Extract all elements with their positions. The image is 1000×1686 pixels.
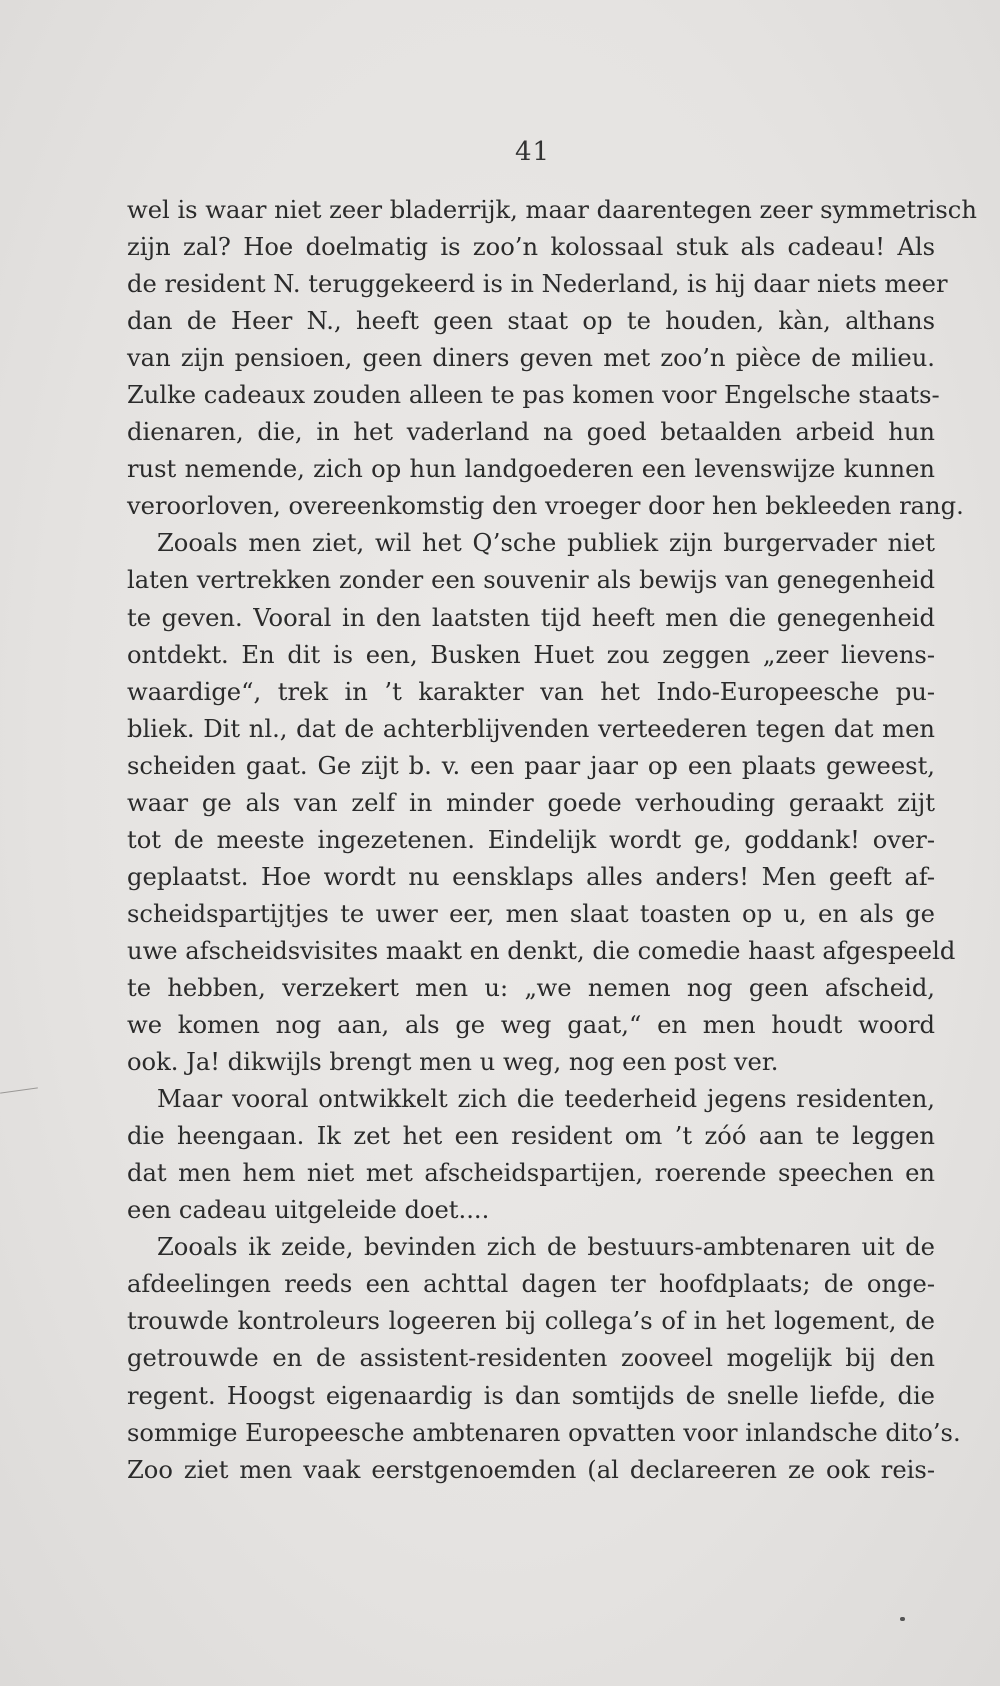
text-line: ontdekt. En dit is een, Busken Huet zou zeggen „zeer lievens- <box>127 640 935 669</box>
text-line: dat men hem niet met afscheidspartijen, roerende speechen en <box>127 1159 935 1188</box>
text-line: tot de meeste ingezetenen. Eindelijk wordt ge, goddank! over- <box>127 825 935 854</box>
text-line: trouwde kontroleurs logeeren bij collega’s of in het logement, de <box>127 1307 935 1336</box>
text-line: sommige Europeesche ambtenaren opvatten voor inlandsche dito’s. <box>127 1418 961 1447</box>
text-line: rust nemende, zich op hun landgoederen een levenswijze kunnen <box>127 455 935 484</box>
text-line: dan de Heer N., heeft geen staat op te houden, kàn, althans <box>127 307 935 336</box>
text-line: Maar vooral ontwikkelt zich die teederheid jegens residenten, <box>157 1085 935 1114</box>
text-line: de resident N. teruggekeerd is in Nederland, is hij daar niets meer <box>127 270 948 299</box>
text-line: waar ge als van zelf in minder goede verhouding geraakt zijt <box>127 788 935 817</box>
text-line: afdeelingen reeds een achttal dagen ter hoofdplaats; de onge- <box>127 1270 935 1299</box>
text-line: laten vertrekken zonder een souvenir als bewijs van genegenheid <box>127 566 935 595</box>
text-line: Zulke cadeaux zouden alleen te pas komen voor Engelsche staats- <box>127 381 940 410</box>
text-line: wel is waar niet zeer bladerrijk, maar daarentegen zeer symmetrisch <box>127 196 977 224</box>
text-line: die heengaan. Ik zet het een resident om ’t zóó aan te leggen <box>127 1122 935 1151</box>
text-line: waardige“, trek in ’t karakter van het Indo-Europeesche pu- <box>127 677 935 706</box>
text-line: zijn zal? Hoe doelmatig is zoo’n kolossaal stuk als cadeau! Als <box>127 233 935 262</box>
text-line: we komen nog aan, als ge weg gaat,“ en men houdt woord <box>127 1011 935 1040</box>
text-line: te geven. Vooral in den laatsten tijd heeft men die genegenheid <box>127 603 935 632</box>
text-line: veroorloven, overeenkomstig den vroeger door hen bekleeden rang. <box>127 492 964 521</box>
text-line: Zooals men ziet, wil het Q’sche publiek zijn burgervader niet <box>157 529 935 558</box>
text-line: Zoo ziet men vaak eerstgenoemden (al declareeren ze ook reis- <box>127 1455 935 1484</box>
text-line: Zooals ik zeide, bevinden zich de bestuurs-ambtenaren uit de <box>157 1233 935 1262</box>
text-line: regent. Hoogst eigenaardig is dan somtijds de snelle liefde, die <box>127 1381 935 1410</box>
text-line: van zijn pensioen, geen diners geven met zoo’n pièce de milieu. <box>127 344 935 373</box>
text-line: geplaatst. Hoe wordt nu eensklaps alles anders! Men geeft af- <box>127 862 935 891</box>
text-line: bliek. Dit nl., dat de achterblijvenden verteederen tegen dat men <box>127 714 935 743</box>
text-line: ook. Ja! dikwijls brengt men u weg, nog een post ver. <box>127 1048 779 1077</box>
text-line: getrouwde en de assistent-residenten zooveel mogelijk bij den <box>127 1344 935 1373</box>
text-line: uwe afscheidsvisites maakt en denkt, die comedie haast afgespeeld <box>127 936 956 965</box>
text-line: te hebben, verzekert men u: „we nemen nog geen afscheid, <box>127 973 935 1002</box>
page-number: 41 <box>514 137 551 167</box>
text-line: dienaren, die, in het vaderland na goed betaalden arbeid hun <box>127 418 935 447</box>
paper-edge-mark <box>0 1087 38 1093</box>
text-line: scheiden gaat. Ge zijt b. v. een paar jaar op een plaats geweest, <box>127 751 935 780</box>
text-line: scheidspartijtjes te uwer eer, men slaat toasten op u, en als ge <box>127 899 935 928</box>
text-line: een cadeau uitgeleide doet.... <box>127 1196 490 1225</box>
ink-speck <box>900 1617 905 1621</box>
body-text <box>127 192 977 1489</box>
